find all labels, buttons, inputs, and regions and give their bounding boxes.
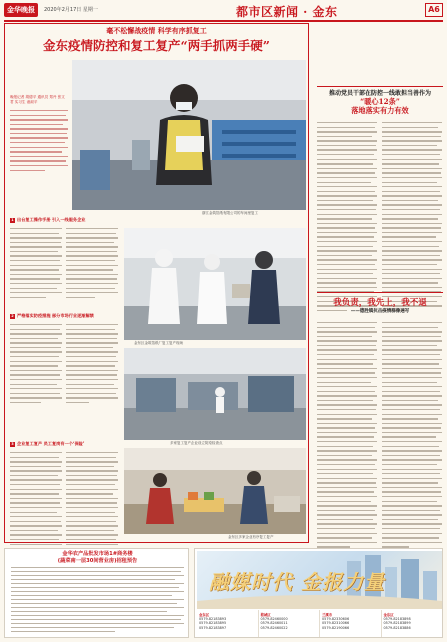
- contact-phone: 0579-82310066: [322, 621, 350, 626]
- contact-cell: [259, 610, 321, 637]
- side-story-1-body-a: [317, 122, 377, 314]
- body-column-3b: [66, 452, 118, 553]
- contact-phone: 0579-82183899: [383, 621, 411, 626]
- side-story-2-headline: 我负责，我先上，我不退: [333, 298, 427, 308]
- contact-phone: 0579-82183897: [199, 625, 227, 630]
- lead-byline: 晚报记者 胡德平 通讯员 郑丹 张文君 实习生 诸淑平: [10, 95, 65, 104]
- masthead: [0, 0, 447, 20]
- photo-factory-floor: [124, 348, 306, 440]
- masthead-divider: [4, 20, 443, 22]
- photo-market: [124, 448, 306, 534]
- newspaper-logo: 金华晚报: [4, 3, 38, 17]
- contact-region: 婺城区: [260, 613, 271, 617]
- ad-banner-image: [197, 551, 442, 609]
- issue-date: 2020年2月17日 星期一: [44, 7, 98, 13]
- section-marker-icon: 3: [11, 441, 14, 446]
- ad-rental-notice: [4, 548, 189, 638]
- subhead-2: 2 严格落实防疫措施 部分市场行业逐渐解禁: [11, 313, 94, 318]
- contact-phone: 0579-82183886: [383, 625, 411, 630]
- body-column-2b: [66, 324, 118, 406]
- contact-phone: 0579-82183893: [199, 617, 227, 621]
- side-story-2-subhead: ——德胜镇抗击疫情群像速写: [350, 309, 410, 314]
- section-marker-icon: 1: [11, 217, 14, 222]
- subhead-1: 1 出台复工操作手册 引入一线服务企业: [11, 217, 86, 222]
- photo-caption-3: 多家复工复产企业设立防疫检查点: [170, 441, 223, 445]
- ad-media-banner: [194, 548, 443, 638]
- side-story-1-headline: “暖心12条” 落地落实有力有效: [351, 97, 409, 115]
- contact-phone: 0579-82330606: [322, 617, 350, 621]
- side-rule-mid: [317, 292, 443, 293]
- contact-region: 金东区: [199, 613, 210, 617]
- contact-phone: 0579-82183895: [199, 621, 227, 626]
- contact-cell: [197, 610, 259, 637]
- contact-cell: [382, 610, 443, 637]
- body-column-2a: [10, 324, 62, 406]
- contact-phone: 0579-82460011: [260, 621, 288, 626]
- side-story-1-body-b: [382, 122, 442, 314]
- side-story-2-body-b: [382, 322, 442, 551]
- contact-region: 金东区: [383, 613, 394, 617]
- section-title: 都市区新闻 · 金东: [236, 5, 338, 19]
- photo-factory-worker: [72, 60, 306, 210]
- contact-phone: 0579-82460022: [260, 625, 288, 630]
- contact-phone: 0579-82183898: [383, 617, 411, 621]
- contact-region: 兰溪市: [322, 613, 333, 617]
- photo-caption-4: 金东区多家企业有序复工复产: [228, 535, 274, 539]
- ad-rental-title: 金华农产品批发市场1#商务楼 (蔬菜南一层30间营业房)招租预告: [57, 551, 138, 564]
- ad-slogan: 融媒时代 金报力量: [209, 570, 385, 594]
- ad-contact-table: [197, 610, 442, 637]
- body-column-1b: [66, 228, 118, 301]
- contact-cell: [320, 610, 382, 637]
- body-column-3a: [10, 452, 62, 553]
- photo-caption-2: 金东区金筑箔纸厂复工复产现场: [134, 341, 183, 345]
- photo-protective-suits: [124, 228, 306, 340]
- photo-caption-1: 浙江金筑箔纸有限公司的车间里复工: [202, 211, 258, 215]
- page-number: A6: [425, 3, 443, 17]
- side-story-2-body-a: [317, 322, 377, 551]
- feature-headline: 金东疫情防控和复工复产“两手抓两手硬”: [43, 38, 270, 53]
- body-column-1a: [10, 228, 62, 301]
- feature-kicker: 毫不松懈战疫情 科学有序抓复工: [106, 27, 207, 35]
- subhead-3: 3 企业复工复产 员工复岗有一个‘保险’: [11, 441, 85, 446]
- section-marker-icon: 2: [11, 313, 14, 318]
- side-rule-top: [317, 86, 443, 87]
- contact-phone: 0579-82460000: [260, 617, 288, 621]
- lead-text-block: [10, 110, 68, 174]
- ad-rental-body: [11, 567, 184, 635]
- contact-phone: 0579-82190066: [322, 625, 350, 630]
- side-story-1-kicker: 推动党员干部在防控一线敢担当善作为: [328, 90, 431, 97]
